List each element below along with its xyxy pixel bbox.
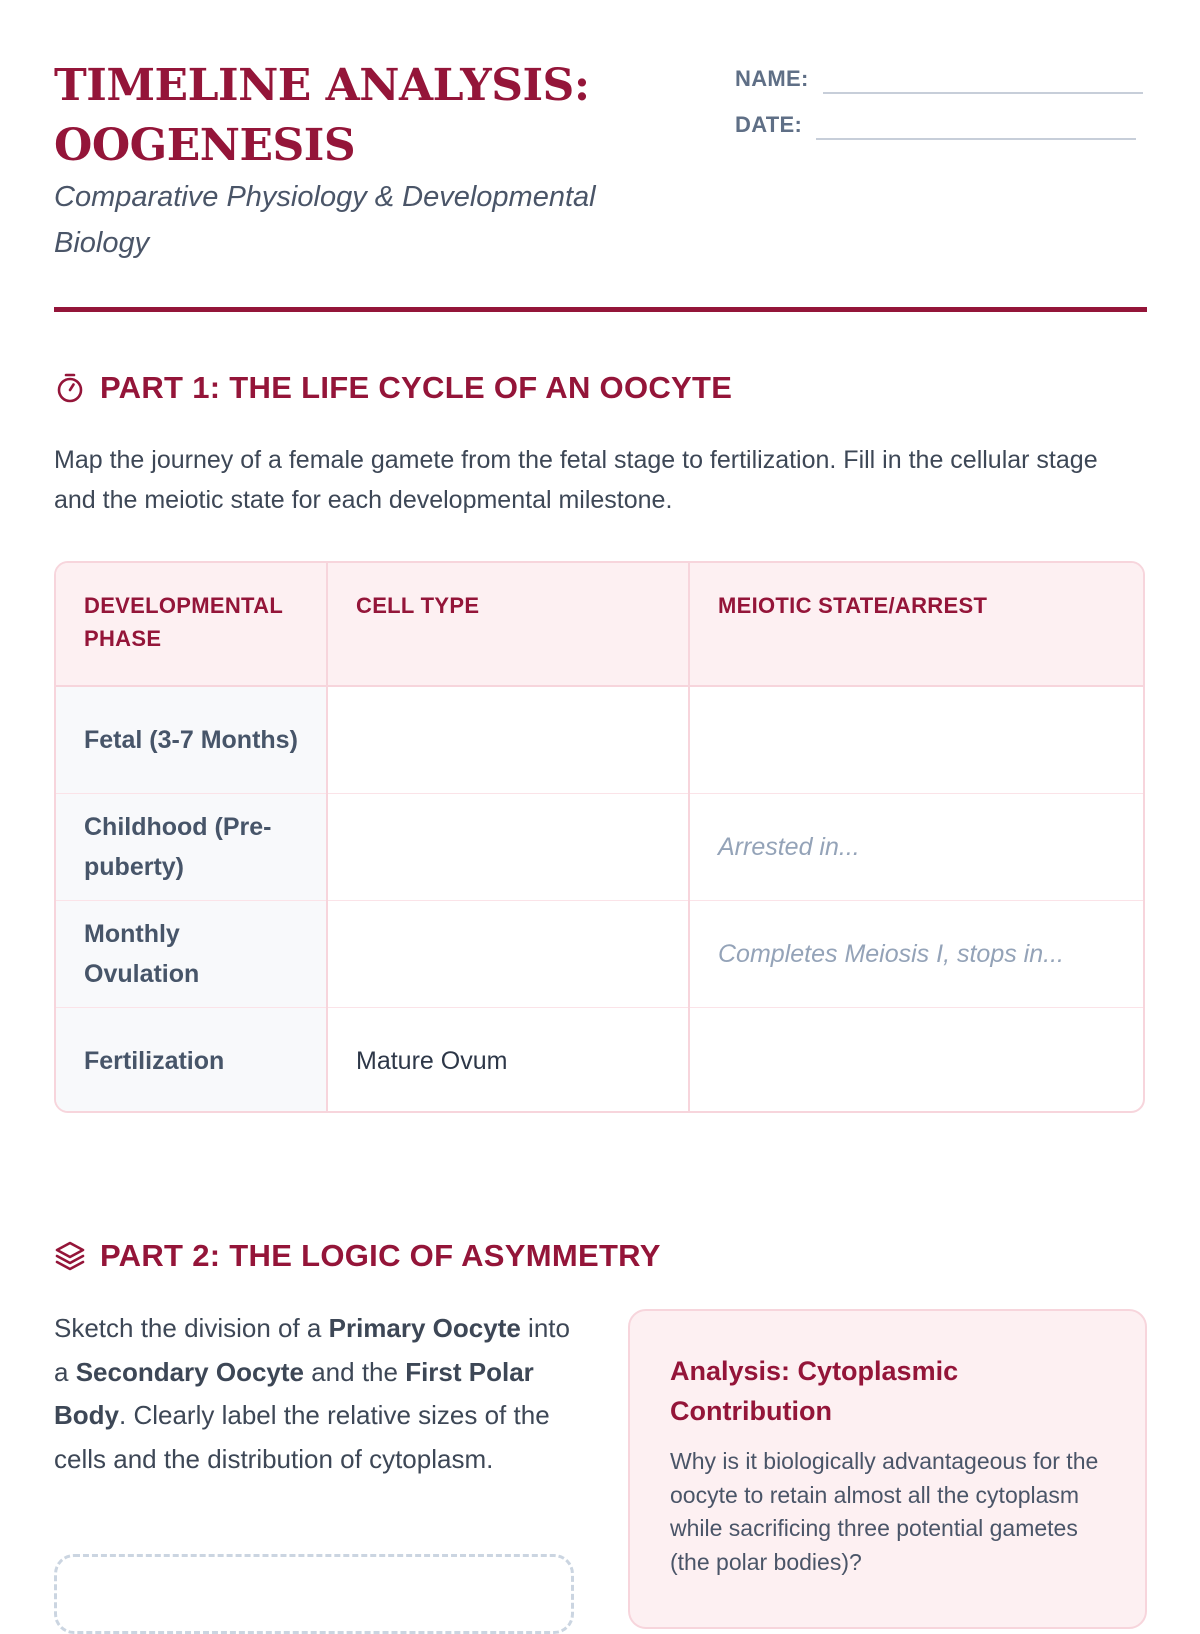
cell-type-cell[interactable] — [327, 901, 689, 1008]
name-field — [735, 54, 1143, 94]
meiotic-state-cell[interactable] — [689, 1008, 1143, 1114]
oocyte-timeline-table — [54, 561, 1145, 1113]
part2-instructions: Sketch the division of a Primary Oocyte into a Secondary Oocyte and the First Polar Body. Clearly label the relative sizes of the cells and the distribution of cytoplasm. — [54, 1313, 570, 1474]
name-blank-line[interactable] — [823, 64, 1143, 94]
term-primary-oocyte: Primary Oocyte — [328, 1313, 521, 1343]
part1-instructions: Map the journey of a female gamete from the fetal stage to fertilization. Fill in the cellular stage and the meiotic state for each developmental milestone. — [54, 446, 1098, 514]
table-row — [56, 686, 1143, 794]
analysis-title: Analysis: Cytoplasmic Contribution — [670, 1356, 959, 1426]
header-cell-type: CELL TYPE — [327, 563, 689, 686]
table-row — [56, 794, 1143, 901]
page-title — [54, 56, 674, 176]
title-line-2: OOGENESIS — [54, 120, 356, 171]
table-row — [56, 1008, 1143, 1114]
cell-type-cell[interactable] — [327, 794, 689, 901]
layers-icon — [54, 1240, 86, 1272]
phase-cell: Fetal (3-7 Months) — [56, 686, 327, 794]
date-label: DATE: — [735, 112, 803, 137]
header-developmental-phase: DEVELOPMENTAL PHASE — [56, 563, 327, 686]
phase-cell: Childhood (Pre-puberty) — [56, 794, 327, 901]
header-meiotic-state: MEIOTIC STATE/ARREST — [689, 563, 1143, 686]
part1-heading-text: PART 1: THE LIFE CYCLE OF AN OOCYTE — [100, 370, 733, 405]
worksheet-page — [54, 0, 1147, 1600]
name-label: NAME: — [735, 66, 809, 91]
title-line-1: TIMELINE ANALYSIS: — [54, 60, 590, 111]
cell-type-cell[interactable] — [327, 686, 689, 794]
term-first-polar-body: First Polar Body — [54, 1356, 534, 1430]
meiotic-state-cell[interactable]: Completes Meiosis I, stops in... — [689, 901, 1143, 1008]
term-secondary-oocyte: Secondary Oocyte — [75, 1356, 304, 1387]
meiotic-state-cell[interactable] — [689, 686, 1143, 794]
phase-cell: Monthly Ovulation — [56, 901, 327, 1008]
part2-heading — [54, 1238, 661, 1274]
analysis-callout — [628, 1309, 1147, 1629]
phase-cell: Fertilization — [56, 1008, 327, 1114]
meiotic-state-cell[interactable]: Arrested in... — [689, 794, 1143, 901]
date-field — [735, 100, 1136, 140]
date-blank-line[interactable] — [816, 110, 1136, 140]
sketch-area[interactable] — [54, 1554, 574, 1634]
part1-heading — [54, 370, 732, 406]
table-row — [56, 901, 1143, 1008]
header-divider — [54, 307, 1147, 312]
part2-heading-text: PART 2: THE LOGIC OF ASYMMETRY — [100, 1238, 661, 1273]
page-subtitle: Comparative Physiology & Developmental Biology — [54, 181, 596, 259]
cell-type-cell[interactable]: Mature Ovum — [327, 1008, 689, 1114]
analysis-question: Why is it biologically advantageous for the oocyte to retain almost all the cytoplasm while sacrificing three potential gametes (the polar bodies)? — [670, 1448, 1099, 1575]
stopwatch-icon — [54, 372, 86, 404]
